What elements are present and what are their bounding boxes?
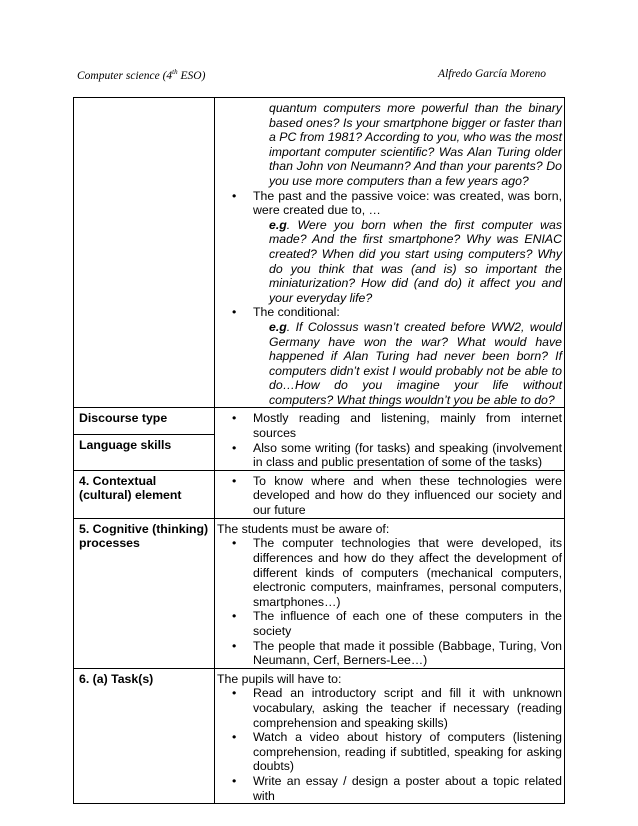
skills-list [215,411,564,469]
row5-content-cell [215,668,565,803]
list-item: • Write an essay / design a poster about a topic related with [215,774,564,803]
row2-content-cell [215,408,565,470]
table-row [74,518,565,668]
row3-label-cell [74,470,215,518]
example-label: e.g [269,319,287,334]
label-contextual-element: 4. Contextual (cultural) element [79,473,182,503]
row4-content-cell [215,518,565,668]
list-item: • The influence of each one of these computers in the society [215,609,564,638]
label-cognitive-processes: 5. Cognitive (thinking) processes [79,521,209,551]
row5-label-cell [74,668,215,803]
list-item: • To know where and when these technologies were developed and how do they influenced our society and our future [215,474,564,518]
header-left [77,68,205,82]
list-item: • Read an introductory script and fill it with unknown vocabulary, asking the teacher if necessary (reading comprehension and speaking skills) [215,686,564,730]
cognitive-intro: The students must be aware of: [217,521,390,536]
table-row [74,408,565,470]
row2-label-cell [74,408,215,470]
bullet-past-passive: • The past and the passive voice: was created, was born, were created due to, … [215,189,564,218]
grammar-list [215,189,564,218]
label-discourse-type: Discourse type [79,411,168,426]
list-item: • Watch a video about history of computers (listening comprehension, reading if subtitled, speaking for asking doubts) [215,730,564,774]
row1-content-cell [215,98,565,408]
list-item: • The people that made it possible (Babbage, Turing, Von Neumann, Cerf, Berners-Lee…) [215,639,564,668]
table-row [74,98,565,408]
row1-label-cell [74,98,215,408]
bullet-conditional: • The conditional: [215,305,564,320]
header-author: Alfredo García Moreno [438,68,546,80]
example-past-passive [215,218,564,306]
row3-content-cell [215,470,565,518]
example-label: e.g [269,217,287,232]
table-row [74,668,565,803]
label-language-skills: Language skills [74,434,214,456]
grammar-list-2 [215,305,564,320]
row4-label-cell [74,518,215,668]
tasks-list [215,686,564,803]
list-item: • The computer technologies that were developed, its differences and how do they affect the development of different kinds of computers (mechanical computers, electronic computers, mainframes, personal computers, smartphones…) [215,536,564,609]
example-conditional [215,320,564,408]
example-continued: quantum computers more powerful than the binary based ones? Is your smartphone bigger or faster than a PC from 1981? According to you, who was the most important computer scientific? Was Alan Turing older than John von Neumann? And than your parents? Do you use more computers than a few years ago? [269,101,562,188]
lesson-plan-table [73,97,565,804]
example-text: . If Colossus wasn’t created before WW2, would Germany have won the war? What would have happened if Alan Turing had never been born? If computers didn’t exist I would probably not be able to do…How do you imagine your life without computers? What things wouldn’t you be able to do? [269,319,562,407]
cognitive-list [215,536,564,667]
header-course-suffix: ESO) [177,69,206,82]
header-superscript: th [172,68,178,76]
context-list [215,474,564,518]
header-course: Computer science (4 [77,69,173,82]
table-row [74,470,565,518]
list-item: • Also some writing (for tasks) and speaking (involvement in class and public presentation of some of the tasks) [215,441,564,470]
label-tasks: 6. (a) Task(s) [79,671,154,686]
example-text: . Were you born when the first computer was made? And the first smartphone? Why was ENIAC created? When did you start using computers? Why do you think that was (and is) so important the miniaturization? How did (and do) it affect you and your everyday life? [269,217,562,305]
list-item: • Mostly reading and listening, mainly from internet sources [215,411,564,440]
tasks-intro: The pupils will have to: [217,671,342,686]
